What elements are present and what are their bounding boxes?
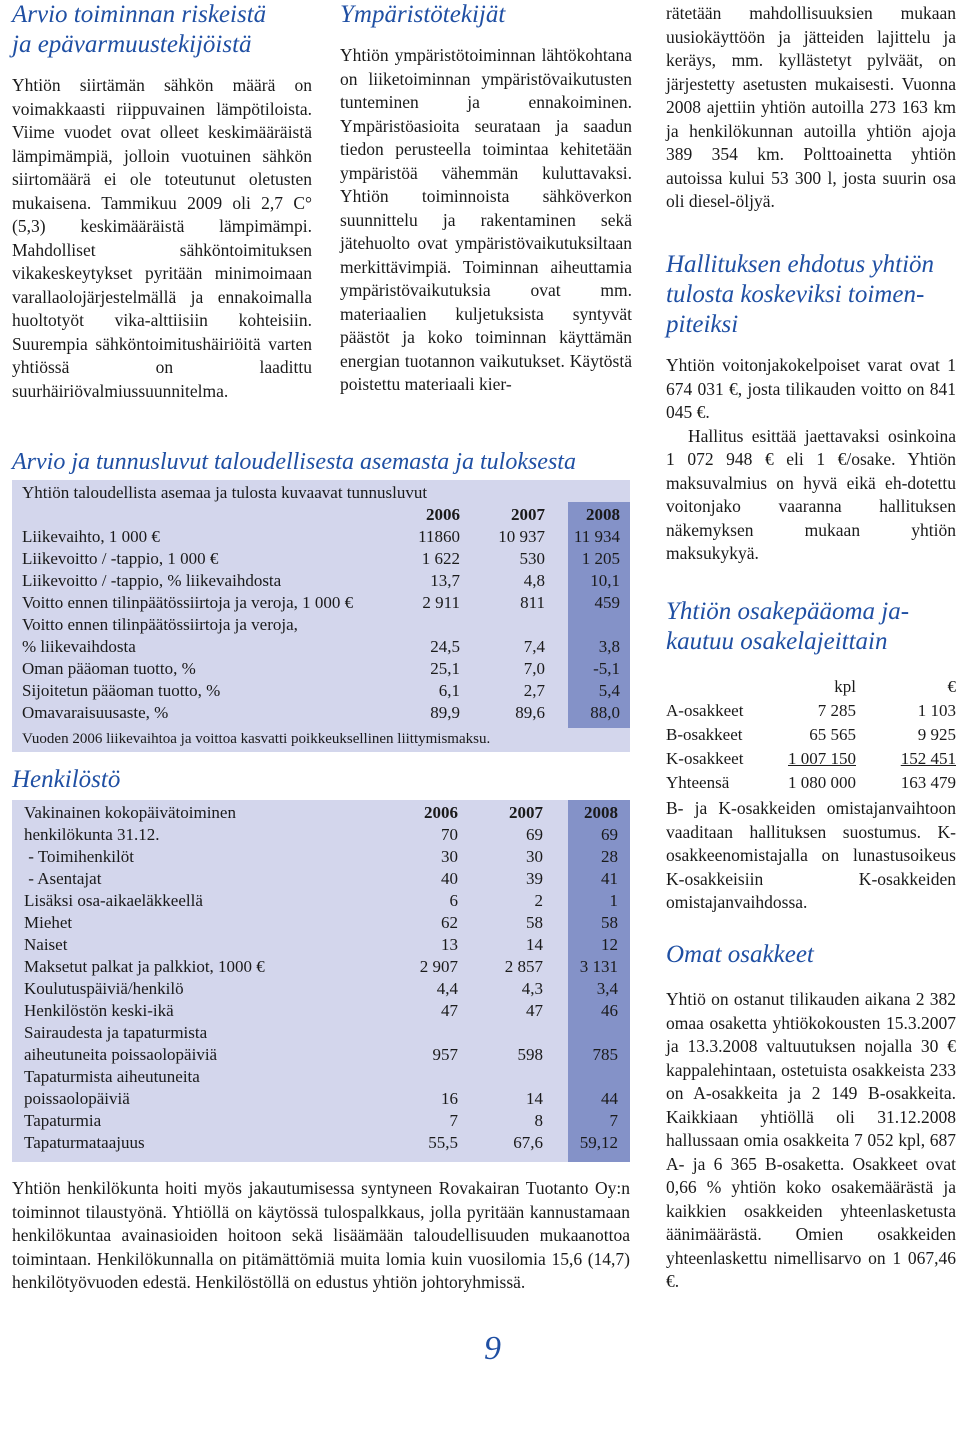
staff-cell: 16 [441,1089,458,1108]
staff-year-2006: 2006 [424,803,458,822]
dividend-paragraph-1: Yhtiön voitonjakokelpoiset varat ovat 1 674 031 €, josta tilikauden voitto on 841 045 €. [666,355,956,422]
staff-row-label: henkilökunta 31.12. [24,825,160,844]
financial-cell: 89,9 [430,703,460,722]
shares-kpl-cell: 7 285 [817,701,856,720]
staff-cell: 46 [601,1001,618,1020]
staff-row-label: Maksetut palkat ja palkkiot, 1000 € [24,957,265,976]
financial-row [22,526,620,548]
financial-row-label: Voitto ennen tilinpäätössiirtoja ja veroja, 1 000 € [22,593,354,612]
financial-cell: -5,1 [593,659,620,678]
staff-row [24,912,618,934]
staff-cell: 14 [526,1089,543,1108]
staff-row-label: poissaolopäiviä [24,1089,130,1108]
staff-cell: 785 [592,1045,618,1064]
staff-cell: 69 [601,825,618,844]
financial-cell: 1 622 [421,549,460,568]
staff-row [24,1088,618,1110]
shares-heading-line1: Yhtiön osakepääoma ja- [666,598,910,625]
financial-row [22,680,620,702]
staff-row-label: Naiset [24,935,68,954]
financial-row [22,592,620,614]
staff-row-label: Tapaturmataajuus [24,1133,145,1152]
staff-cell: 13 [441,935,458,954]
staff-cell: 3 131 [579,957,618,976]
shares-row-label: B-osakkeet [666,725,743,744]
staff-row-label: Tapaturmista aiheutuneita [24,1067,200,1086]
shares-row-label: Yhteensä [666,773,730,792]
dividend-section [666,250,956,566]
staff-row [24,868,618,890]
shares-eur-cell: 152 451 [900,749,956,768]
shares-eur-cell: 163 479 [900,773,956,792]
financial-cell [545,614,620,636]
financial-cell: 5,4 [598,681,620,700]
staff-row-label: Miehet [24,913,73,932]
staff-cell: 4,3 [521,979,543,998]
staff-row [24,1110,618,1132]
financial-row-label: Liikevoitto / -tappio, % liikevaihdosta [22,571,282,590]
financial-cell: 7,0 [523,659,545,678]
staff-cell [458,1022,543,1044]
shares-kpl-cell: 1 007 150 [788,749,856,768]
financial-intro-row [22,482,620,504]
staff-cell: 40 [441,869,458,888]
shares-heading-line2: kautuu osakelajeittain [666,628,888,655]
dividend-paragraph-2: Hallitus esittää jaettavaksi osinkoina 1 072 948 € eli 1 €/osake. Yhtiön maksuvalmius on hyvä eikä eh-dotettu voitonjako vaaranna hallituksen näkemyksen mukaan yhtiön maksukykyä. [666,425,956,563]
staff-year-2007: 2007 [509,803,543,822]
staff-row [24,1132,618,1154]
shares-col-kpl: kpl [834,677,856,696]
financial-cell: 10,1 [590,571,620,590]
dividend-text [666,354,956,566]
staff-cell [543,1022,618,1044]
financial-note-row [22,728,620,750]
risks-heading-line1: Arvio toiminnan riskeistä [12,1,267,28]
financial-cell [380,614,460,636]
staff-row [24,1066,618,1088]
financial-row [22,570,620,592]
shares-row-label: K-osakkeet [666,749,744,768]
staff-cell: 39 [526,869,543,888]
staff-header-label: Vakinainen kokopäivätoiminen [24,803,236,822]
financial-cell: 2 911 [422,593,460,612]
financial-intro: Yhtiön taloudellista asemaa ja tulosta kuvaavat tunnusluvut [22,483,428,502]
risks-section [12,0,312,403]
staff-cell: 14 [526,935,543,954]
financial-heading: Arvio ja tunnusluvut taloudellisesta asemasta ja tuloksesta [12,449,576,475]
shares-row [666,723,956,747]
staff-row [24,1044,618,1066]
financial-cell: 3,8 [598,637,620,656]
staff-cell: 7 [609,1111,618,1130]
page-number: 9 [484,1330,501,1367]
staff-year-2008: 2008 [584,803,618,822]
financial-year-2007: 2007 [511,505,545,524]
dividend-heading-line3: piteiksi [666,311,739,338]
staff-row-label: Lisäksi osa-aikaeläkkeellä [24,891,203,910]
staff-cell: 2 [534,891,543,910]
dividend-heading-line2: tulosta koskeviksi toimen- [666,281,925,308]
staff-cell: 69 [526,825,543,844]
staff-cell: 8 [534,1111,543,1130]
staff-row-label: - Toimihenkilöt [24,847,134,866]
environment-text-continued: rätetään mahdollisuuksien mukaan uusiokäyttöön ja jätteiden lajittelu ja keräys, mm. kyllästetyt pylväät, on järjestetty asetusten mukaisesti. Vuonna 2008 ajettiin yhtiön autoilla 273 163 km ja henkilökunnan autoilla yhtiön ajoja 389 354 km. Polttoainetta yhtiön autoissa kului 53 300 l, josta suurin osa oli diesel-öljyä. [666,3,956,211]
financial-row-label: Liikevaihto, 1 000 € [22,527,160,546]
financial-table [12,480,630,752]
staff-cell: 59,12 [579,1133,618,1152]
own-shares-text: Yhtiö on ostanut tilikauden aikana 2 382 omaa osaketta yhtiökokousten 15.3.2007 ja 13.3.2008 valtuutuksen nojalla 30 € kappalehintaan, ostetuista osakkeista 233 on A-osakkeita ja 2 149 B-osakkeita. Kaikkiaan yhtiöllä oli 31.12.2008 hallussaan omia osakkeita 7 052 kpl, 687 A- ja 6 365 B-osaketta. Osakkeet ovat 0,66 % yhtiön koko osakemäärästä ja kaikkien osakkeiden yhteenlasketusta äänimäärästä. Omien osakkeiden yhteenlaskettu nimellisarvo on 1 067,46 €. [666,989,956,1291]
financial-row [22,658,620,680]
staff-cell: 4,4 [436,979,458,998]
shares-section [666,597,956,657]
staff-row-label: aiheutuneita poissaolopäiviä [24,1045,218,1064]
staff-row [24,934,618,956]
shares-row-label: A-osakkeet [666,701,744,720]
shares-kpl-cell: 65 565 [809,725,856,744]
staff-cell [378,1066,458,1088]
shares-col-eur: € [947,677,956,696]
risks-heading-line2: ja epävarmuustekijöistä [12,31,252,58]
shares-eur-cell: 9 925 [917,725,956,744]
staff-row-label: Sairaudesta ja tapaturmista [24,1023,208,1042]
financial-year-2006: 2006 [426,505,460,524]
financial-cell: 11860 [418,527,460,546]
staff-row [24,978,618,1000]
financial-year-2008: 2008 [586,505,620,524]
staff-cell [543,1066,618,1088]
staff-cell: 70 [441,825,458,844]
staff-row-label: Koulutuspäiviä/henkilö [24,979,184,998]
staff-cell: 2 857 [504,957,543,976]
environment-continued [666,2,956,214]
financial-row [22,702,620,724]
financial-cell: 4,8 [523,571,545,590]
staff-table [12,800,630,1162]
financial-row-label: Oman pääoman tuotto, % [22,659,196,678]
staff-cell: 1 [609,891,618,910]
staff-row [24,824,618,846]
dividend-heading [666,250,956,340]
staff-year-header [24,802,618,824]
staff-row [24,890,618,912]
staff-cell: 67,6 [513,1133,543,1152]
own-shares-heading: Omat osakkeet [666,941,814,968]
financial-row-label: % liikevaihdosta [22,637,136,656]
staff-cell: 28 [601,847,618,866]
financial-row [22,614,620,636]
financial-cell: 11 934 [573,527,620,546]
staff-cell: 41 [601,869,618,888]
dividend-heading-line1: Hallituksen ehdotus yhtiön [666,251,935,278]
financial-cell: 2,7 [523,681,545,700]
financial-row-label: Liikevoitto / -tappio, 1 000 € [22,549,219,568]
financial-note: Vuoden 2006 liikevaihtoa ja voittoa kasvatti poikkeuksellinen liittymismaksu. [22,731,491,747]
financial-cell: 811 [520,593,545,612]
shares-row [666,699,956,723]
shares-row [666,771,956,795]
financial-row-label: Omavaraisuusaste, % [22,703,169,722]
environment-heading: Ympäristötekijät [340,1,506,28]
financial-cell: 25,1 [430,659,460,678]
financial-row-label: Sijoitetun pääoman tuotto, % [22,681,221,700]
staff-cell: 58 [526,913,543,932]
staff-text: Yhtiön henkilökunta hoiti myös jakautumisessa syntyneen Rovakairan Tuotanto Oy:n toiminnot tilaustyönä. Yhtiöllä on käytössä tulospalkkaus, jolla pyritään kannustamaan henkilökuntaa avainasioiden hoitoon sekä lisäämään taloudellisuuden mukaanottoa toimintaan. Henkilökunnalla on pitämättömiä muita lomia kuin vuosilomia 15,6 (14,7) henkilötyövuoden edestä. Henkilöstöllä on edustus yhtiön johtoryhmissä. [12,1178,630,1292]
financial-cell: 459 [594,593,620,612]
staff-row [24,956,618,978]
financial-cell: 24,5 [430,637,460,656]
staff-cell: 598 [517,1045,543,1064]
staff-cell: 47 [441,1001,458,1020]
staff-cell: 58 [601,913,618,932]
staff-cell [378,1022,458,1044]
financial-cell: 6,1 [438,681,460,700]
staff-row-label: Tapaturmia [24,1111,102,1130]
financial-cell: 88,0 [590,703,620,722]
staff-cell: 6 [449,891,458,910]
staff-cell [458,1066,543,1088]
financial-year-header [22,504,620,526]
shares-eur-cell: 1 103 [917,701,956,720]
staff-cell: 62 [441,913,458,932]
staff-row [24,1022,618,1044]
financial-row-label: Voitto ennen tilinpäätössiirtoja ja veroja, [22,615,298,634]
financial-cell [460,614,545,636]
shares-kpl-cell: 1 080 000 [788,773,856,792]
shares-header-row [666,675,956,699]
staff-cell: 3,4 [596,979,618,998]
financial-row [22,636,620,658]
financial-cell: 1 205 [581,549,620,568]
risks-heading [12,0,312,60]
shares-table [666,675,956,795]
staff-row-label: - Asentajat [24,869,102,888]
staff-heading: Henkilöstö [12,766,121,793]
financial-row [22,548,620,570]
shares-text: B- ja K-osakkeiden omistajanvaihtoon vaaditaan hallituksen suostumus. K-osakkeenomistajalla on lunastusoikeus K-osakkeisiin K-osakkeiden omistajanvaihdossa. [666,798,956,912]
staff-cell: 30 [441,847,458,866]
staff-cell: 2 907 [419,957,458,976]
staff-cell: 7 [449,1111,458,1130]
financial-cell: 89,6 [515,703,545,722]
financial-cell: 13,7 [430,571,460,590]
financial-cell: 7,4 [523,637,545,656]
financial-cell: 530 [519,549,545,568]
environment-section [340,0,632,397]
staff-cell: 44 [601,1089,618,1108]
staff-cell: 12 [601,935,618,954]
environment-text: Yhtiön ympäristötoiminnan lähtökohtana on liiketoiminnan ympäristövaikutusten tunteminen ja ennakoiminen. Ympäristöasioita seurataan ja saadun tiedon perusteella toimintaa kehitetään ympäristöä vähemmän kuluttavaksi. Yhtiön toiminnoista sähköverkon suunnittelu ja rakentaminen sekä jätehuolto ovat ympäristövaikutuksiltaan merkittävimpiä. Toiminnan aiheuttamia ympäristövaikutuksia ovat mm. materiaalien kuljetuksista syntyvät päästöt ja koko toiminnan käyttämän energian tuotannon vaikutukset. Käytöstä poistettu materiaali kier- [340,45,632,394]
staff-cell: 957 [432,1045,458,1064]
risks-text: Yhtiön siirtämän sähkön määrä on voimakkaasti riippuvainen lämpötiloista. Viime vuodet ovat olleet keskimääräistä lämpimämpiä, jolloin vuotuinen sähkön siirtomäärä ei ole toteutunut oletusten mukaisena. Tammikuu 2009 oli 2,7 C° (5,3) keskimääräistä lämpimämpi. Mahdolliset sähköntoimituksen vikakeskeytykset pyritään minimoimaan varallaolojärjestelmällä ja ennakoimalla huoltotyöt vika-alttiisiin kohteisiin. Suurempia sähköntoimitushäiriöitä varten yhtiössä on laadittu suurhäiriövalmiussuunnitelma. [12,75,312,401]
staff-row [24,846,618,868]
staff-row [24,1000,618,1022]
staff-cell: 55,5 [428,1133,458,1152]
financial-cell: 10 937 [498,527,545,546]
staff-cell: 47 [526,1001,543,1020]
staff-row-label: Henkilöstön keski-ikä [24,1001,174,1020]
shares-heading [666,597,956,657]
staff-cell: 30 [526,847,543,866]
shares-row [666,747,956,771]
